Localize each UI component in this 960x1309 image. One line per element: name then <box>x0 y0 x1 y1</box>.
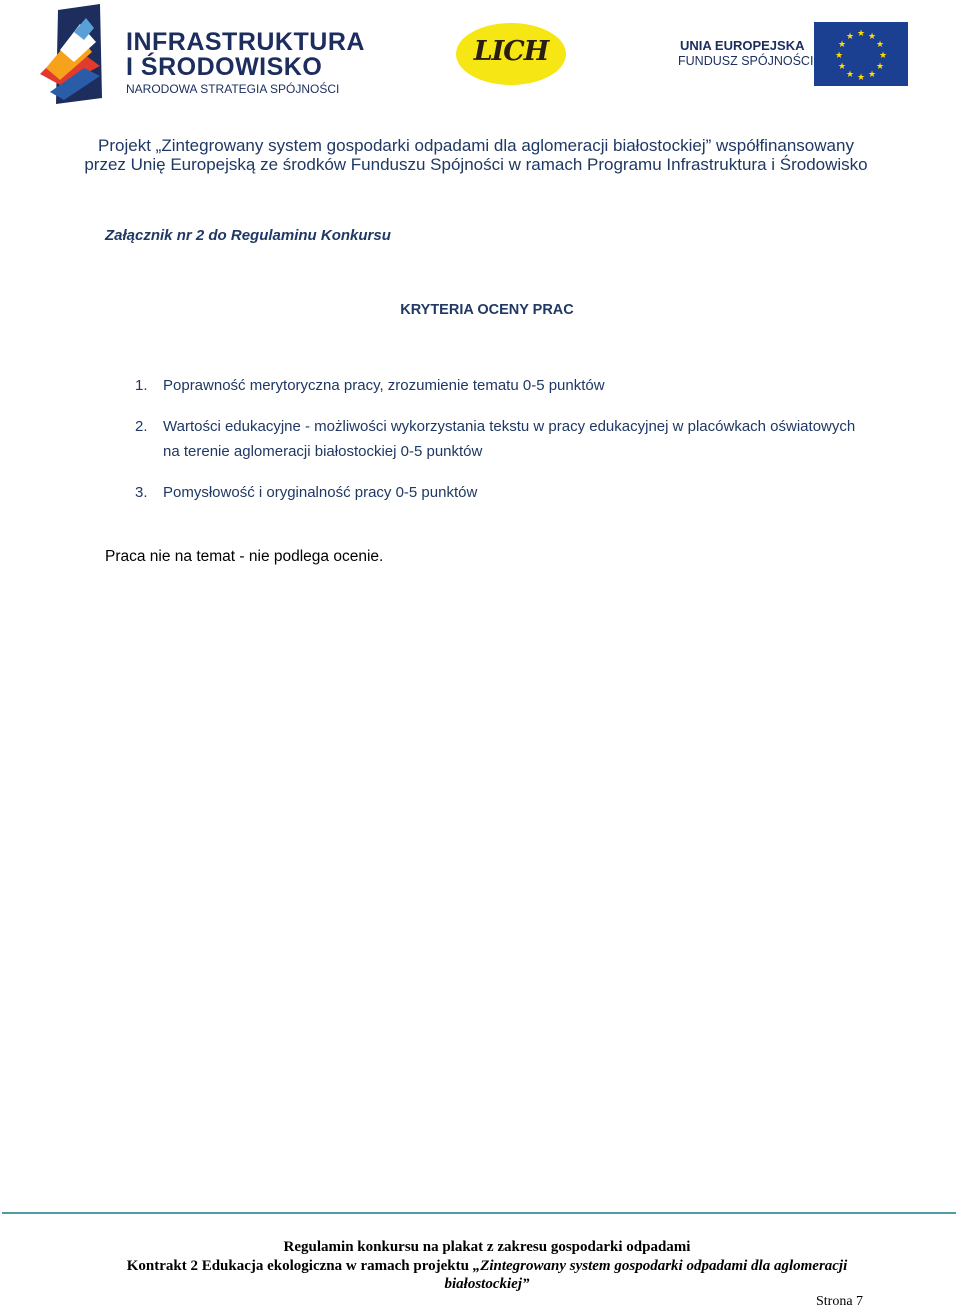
criteria-title: KRYTERIA OCENY PRAC <box>400 302 574 318</box>
svg-text:★: ★ <box>875 62 885 72</box>
eu-logo-line1: UNIA EUROPEJSKA <box>680 38 805 53</box>
svg-text:★: ★ <box>837 40 847 50</box>
eu-flag-icon <box>814 22 908 86</box>
footer-divider <box>2 1212 956 1214</box>
svg-text:★: ★ <box>875 40 885 50</box>
criterion-number: 2. <box>135 418 148 435</box>
footer-line-1: Regulamin konkursu na plakat z zakresu gospodarki odpadami <box>283 1239 691 1255</box>
lich-logo-text: LICH <box>473 36 549 67</box>
off-topic-note: Praca nie na temat - nie podlega ocenie. <box>105 548 384 565</box>
svg-text:★: ★ <box>856 29 866 39</box>
footer-line-3 <box>0 1276 960 1293</box>
lich-logo <box>455 22 567 86</box>
project-line-2: przez Unię Europejską ze środków Funduszu Spójności w ramach Programu Infrastruktura i Środowisko <box>84 155 868 174</box>
svg-text:★: ★ <box>856 73 866 83</box>
svg-text:★: ★ <box>837 62 847 72</box>
project-line-1: Projekt „Zintegrowany system gospodarki odpadami dla aglomeracji białostockiej” współfinansowany <box>98 136 854 155</box>
criterion-text: Poprawność merytoryczna pracy, zrozumienie tematu 0-5 punktów <box>163 377 605 394</box>
svg-text:★: ★ <box>878 51 888 61</box>
footer-line-3-italic: białostockiej” <box>444 1276 530 1292</box>
infrastruktura-logo-line2: I ŚRODOWISKO <box>126 53 323 81</box>
eu-logo <box>670 20 915 90</box>
footer-line-2 <box>0 1258 960 1275</box>
svg-text:★: ★ <box>867 32 877 42</box>
infrastruktura-logo-line3: NARODOWA STRATEGIA SPÓJNOŚCI <box>126 82 340 96</box>
svg-text:★: ★ <box>845 70 855 80</box>
criterion-text: Pomysłowość i oryginalność pracy 0-5 punktów <box>163 484 478 501</box>
star-emblem-icon <box>40 4 120 104</box>
criterion-number: 3. <box>135 484 148 501</box>
header-logos <box>0 0 960 110</box>
svg-text:★: ★ <box>867 70 877 80</box>
criterion-text: Wartości edukacyjne - możliwości wykorzystania tekstu w pracy edukacyjnej w placówkach oświatowych na terenie aglomeracji białostockiej 0-5 punktów <box>163 418 856 460</box>
eu-logo-line2: FUNDUSZ SPÓJNOŚCI <box>678 54 814 68</box>
infrastruktura-logo <box>40 4 365 104</box>
footer-line-2-italic: „Zintegrowany system gospodarki odpadami dla aglomeracji <box>472 1258 848 1274</box>
criterion-number: 1. <box>135 377 148 394</box>
infrastruktura-logo-line1: INFRASTRUKTURA <box>126 28 365 56</box>
footer-line-2-prefix: Kontrakt 2 Edukacja ekologiczna w ramach projektu <box>126 1258 473 1274</box>
annex-heading: Załącznik nr 2 do Regulaminu Konkursu <box>105 227 391 244</box>
svg-text:★: ★ <box>845 32 855 42</box>
page-number: Strona 7 <box>816 1294 864 1309</box>
svg-text:★: ★ <box>834 51 844 61</box>
